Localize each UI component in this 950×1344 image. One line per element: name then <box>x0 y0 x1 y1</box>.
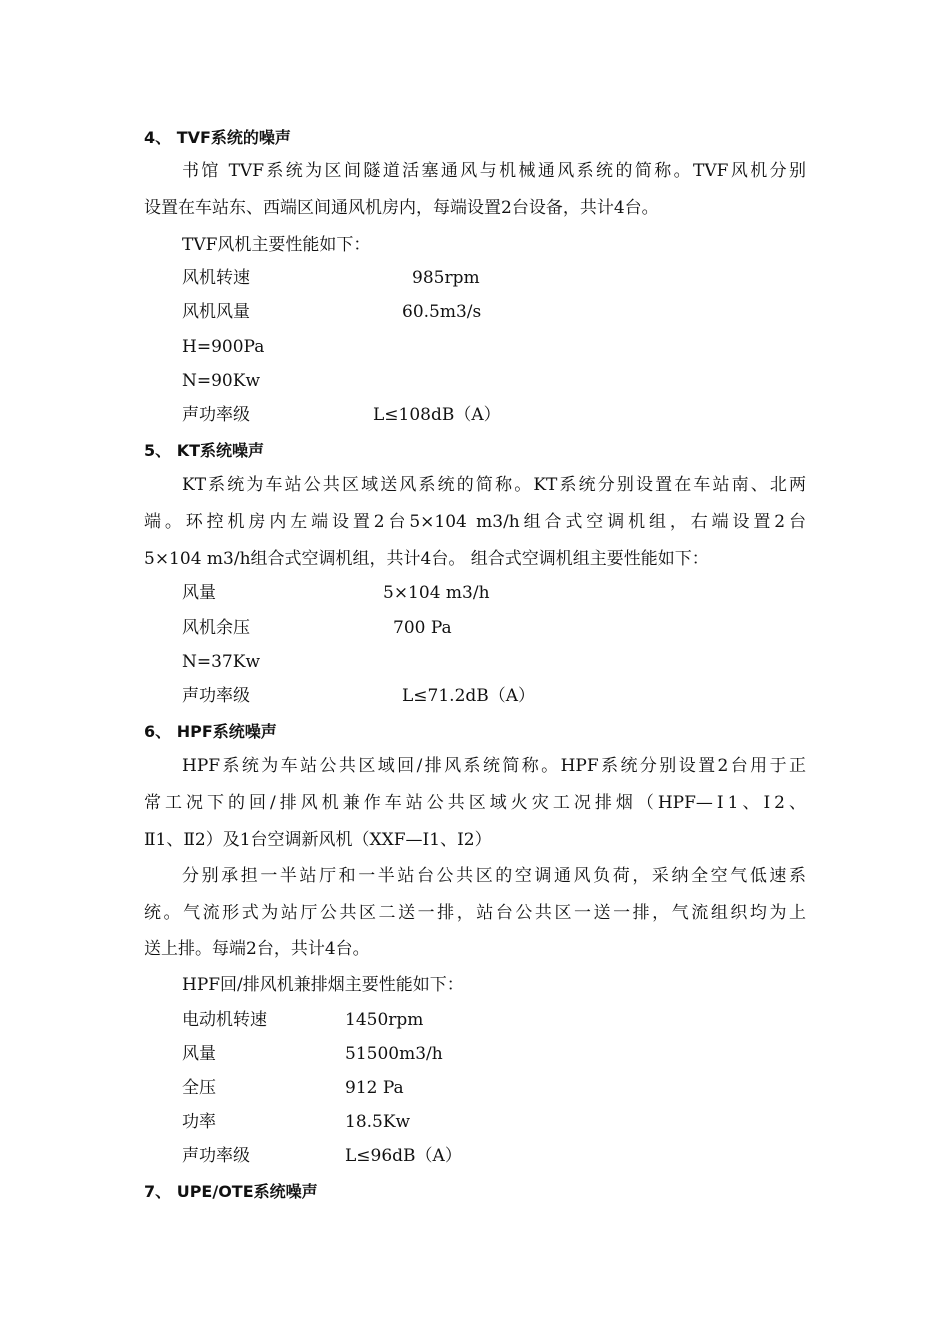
spec-label: 声功率级 <box>182 686 250 706</box>
spec-value: L≤96dB（A） <box>345 1146 462 1166</box>
section-4-paragraph-line: 书馆 TVF系统为区间隧道活塞通风与机械通风系统的简称。TVF风机分别 <box>182 161 806 181</box>
section-5-heading: 5、 KT系统噪声 <box>144 441 265 460</box>
section-5-paragraph-line: KT系统为车站公共区域送风系统的简称。KT系统分别设置在车站南、北两 <box>182 475 806 495</box>
spec-value: 700 Pa <box>393 618 452 638</box>
section-4-paragraph-line: 设置在车站东、西端区间通风机房内，每端设置2台设备，共计4台。 <box>144 198 659 218</box>
spec-value: 5×104 m3/h <box>383 583 490 603</box>
spec-label: 风机风量 <box>182 302 250 322</box>
section-6-paragraph-line: 送上排。每端2台，共计4台。 <box>144 939 370 959</box>
spec-value: 51500m3/h <box>345 1044 443 1064</box>
section-6-paragraph-line: 统。气流形式为站厅公共区二送一排，站台公共区一送一排，气流组织均为上 <box>144 903 806 923</box>
spec-label: N=90Kw <box>182 371 261 391</box>
spec-value: 912 Pa <box>345 1078 404 1098</box>
spec-label: 全压 <box>182 1078 216 1098</box>
spec-label: 声功率级 <box>182 405 250 425</box>
section-6-paragraph-line: 分别承担一半站厅和一半站台公共区的空调通风负荷，采纳全空气低速系 <box>182 866 806 886</box>
spec-value: 60.5m3/s <box>402 302 482 322</box>
spec-label: 风机余压 <box>182 618 250 638</box>
section-6-heading: 6、 HPF系统噪声 <box>144 722 277 741</box>
section-6-paragraph-line: HPF系统为车站公共区域回/排风系统简称。HPF系统分别设置2台用于正 <box>182 756 806 776</box>
spec-label: 电动机转速 <box>182 1010 267 1030</box>
spec-label: H=900Pa <box>182 337 265 357</box>
spec-value: 1450rpm <box>345 1010 424 1030</box>
spec-label: 功率 <box>182 1112 216 1132</box>
spec-label: 声功率级 <box>182 1146 250 1166</box>
spec-value: 985rpm <box>412 268 480 288</box>
section-7-heading: 7、 UPE/OTE系统噪声 <box>144 1182 318 1201</box>
section-6-intro: HPF回/排风机兼排烟主要性能如下： <box>182 975 464 995</box>
section-5-paragraph-line: 5×104 m3/h组合式空调机组，共计4台。 组合式空调机组主要性能如下： <box>144 549 709 569</box>
section-5-paragraph-line: 端。环控机房内左端设置2台5×104 m3/h组合式空调机组，右端设置2台 <box>144 512 806 532</box>
spec-value: L≤108dB（A） <box>373 405 501 425</box>
spec-value: L≤71.2dB（A） <box>402 686 536 706</box>
section-4-intro: TVF风机主要性能如下： <box>182 235 371 255</box>
spec-label: 风机转速 <box>182 268 250 288</box>
spec-label: 风量 <box>182 1044 216 1064</box>
section-6-paragraph-line: Ⅱ1、Ⅱ2）及1台空调新风机（XXF—Ⅰ1、Ⅰ2） <box>144 830 492 850</box>
spec-value: 18.5Kw <box>345 1112 411 1132</box>
section-6-paragraph-line: 常工况下的回/排风机兼作车站公共区域火灾工况排烟（HPF—Ⅰ1、Ⅰ2、 <box>144 793 806 813</box>
spec-label: N=37Kw <box>182 652 261 672</box>
section-4-heading: 4、 TVF系统的噪声 <box>144 128 291 147</box>
spec-label: 风量 <box>182 583 216 603</box>
